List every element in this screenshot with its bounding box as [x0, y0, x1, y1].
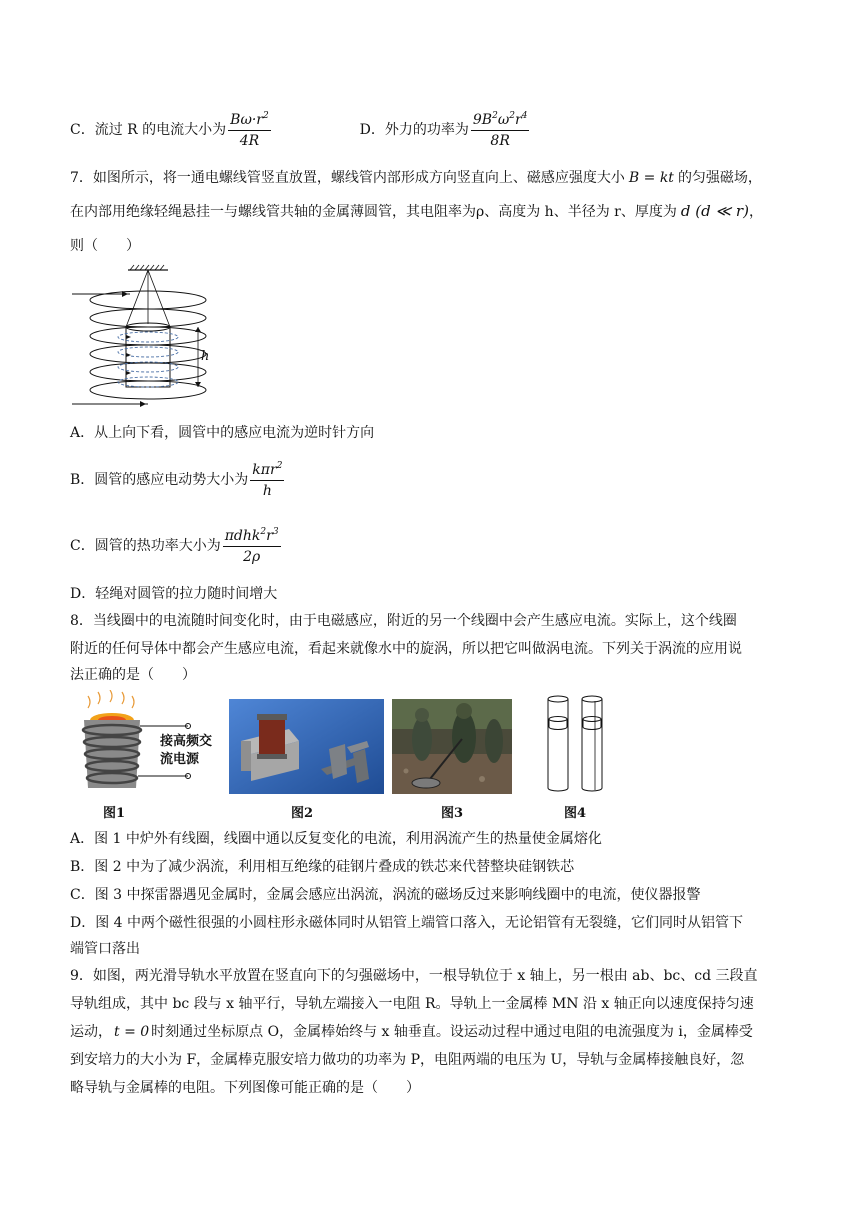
- q7-c-num-sup1: 2: [260, 526, 267, 537]
- q7-line1-a: 7．如图所示，将一通电螺线管竖直放置，螺线管内部形成方向竖直向上、磁感应强度大小: [70, 170, 625, 186]
- q8-figure-3-mine-detector: [392, 699, 512, 794]
- q8-fig1-label-b: 流电源: [160, 752, 200, 767]
- q8-caption-3: 图3: [440, 806, 464, 821]
- q9-line3-math: t = 0: [114, 1024, 150, 1040]
- q7-c-den: 2ρ: [243, 548, 261, 565]
- q8-option-b: B．图 2 中为了减少涡流，利用相互绝缘的硅钢片叠成的铁芯来代替整块硅钢铁芯: [70, 859, 575, 875]
- q9-line3-a: 运动，: [70, 1024, 112, 1040]
- q6-c-num-sup: 2: [263, 110, 269, 121]
- q7-option-a: A．从上向下看，圆管中的感应电流为逆时针方向: [70, 425, 375, 441]
- q7-stem-line-2: [70, 200, 792, 223]
- q7-c-text: C．圆管的热功率大小为: [70, 538, 221, 554]
- q7-option-c: [70, 524, 792, 568]
- q7-option-b-fraction: [250, 461, 284, 500]
- q8-stem-line-2: 附近的任何导体中都会产生感应电流，看起来就像水中的旋涡，所以把它叫做涡电流。下列关于涡流的应用说: [70, 641, 742, 657]
- q7-option-d: D．轻绳对圆管的拉力随时间增大: [70, 586, 278, 602]
- q9-stem-line-3: [70, 1021, 792, 1043]
- q6-d-denominator: 8R: [490, 132, 510, 149]
- q9-stem-line-2: 导轨组成，其中 bc 段与 x 轴平行，导轨左端接入一电阻 R。导轨上一金属棒 MN 沿 x 轴正向以速度保持匀速: [70, 996, 754, 1012]
- q7-line2-a: 在内部用绝缘轻绳悬挂一与螺线管共轴的金属薄圆管，其电阻率为ρ、高度为 h、半径为 r、厚度为: [70, 204, 677, 220]
- q7-b-num: kπr: [252, 461, 277, 478]
- q8-caption-2: 图2: [290, 806, 314, 821]
- q7-b-den: h: [262, 482, 272, 499]
- q7-stem-line-3: 则（ ）: [70, 238, 140, 254]
- q6-option-c-fraction: [228, 111, 271, 150]
- q7-figure-h-label: h: [201, 349, 210, 364]
- q8-caption-1: 图1: [102, 806, 126, 821]
- q7-c-num-b: r: [266, 527, 273, 544]
- q6-option-c-text: C．流过 R 的电流大小为: [70, 122, 227, 138]
- q8-stem-line-3: 法正确的是（ ）: [70, 667, 196, 683]
- q7-line2-b: ，: [748, 204, 763, 220]
- q6-option-d-text: D．外力的功率为: [359, 122, 469, 138]
- q8-option-a: A．图 1 中炉外有线圈，线圈中通以反复变化的电流，利用涡流产生的热量使金属熔化: [70, 831, 602, 847]
- q8-figure-1-label: [160, 733, 212, 769]
- q6-d-num-b: ω: [497, 111, 510, 128]
- q7-line1-math: B = kt: [628, 170, 674, 186]
- q8-fig1-label-a: 接高频交: [160, 734, 213, 749]
- q6-option-c-d-row: [70, 108, 792, 152]
- q7-option-b: [70, 458, 792, 502]
- q7-line1-b: 的匀强磁场，: [677, 170, 762, 186]
- q8-figure-2-transformer: [229, 699, 384, 794]
- q7-stem-line-1: [70, 167, 792, 189]
- q6-d-num-sup2: 2: [509, 110, 515, 121]
- q6-option-d-fraction: [471, 111, 530, 150]
- q9-stem-line-1: 9．如图，两光滑导轨水平放置在竖直向下的匀强磁场中，一根导轨位于 x 轴上，另一根由 ab、bc、cd 三段直: [70, 968, 758, 984]
- q6-c-numerator: Bω·r: [230, 111, 264, 128]
- q7-option-c-fraction: [223, 527, 281, 566]
- q8-stem-line-1: 8．当线圈中的电流随时间变化时，由于电磁感应，附近的另一个线圈中会产生感应电流。实际上，这个线圈: [70, 613, 737, 629]
- q8-figure-4-aluminum-tubes: [540, 692, 610, 797]
- q7-b-text: B．圆管的感应电动势大小为: [70, 472, 249, 488]
- q7-c-num: πdhk: [224, 527, 261, 544]
- q6-d-num-sup3: 4: [521, 110, 528, 121]
- q9-stem-line-4: 到安培力的大小为 F，金属棒克服安培力做功的功率为 P，电阻两端的电压为 U，导轨与金属棒接触良好，忽: [70, 1052, 745, 1068]
- q7-solenoid-figure: [70, 262, 220, 412]
- q8-option-d-line-2: 端管口落出: [70, 941, 140, 957]
- q9-line3-b: 时刻通过坐标原点 O，金属棒始终与 x 轴垂直。设运动过程中通过电阻的电流强度为 i，金属棒受: [151, 1024, 753, 1040]
- q8-option-d-line-1: D．图 4 中两个磁性很强的小圆柱形永磁体同时从铝管上端管口落入，无论铝管有无裂缝，它们同时从铝管下: [70, 915, 744, 931]
- q7-line2-math: d (d ≪ r): [680, 202, 749, 220]
- q6-c-denominator: 4R: [239, 132, 260, 149]
- q8-option-c: C．图 3 中探雷器遇见金属时，金属会感应出涡流，涡流的磁场反过来影响线圈中的电流，使仪器报警: [70, 887, 701, 903]
- q6-d-num-sup1: 2: [492, 110, 498, 121]
- q8-caption-4: 图4: [563, 806, 587, 821]
- q7-b-num-sup: 2: [276, 460, 283, 471]
- q6-d-num-a: 9B: [472, 111, 493, 128]
- q6-d-num-c: r: [514, 111, 522, 128]
- q9-stem-line-5: 略导轨与金属棒的电阻。下列图像可能正确的是（ ）: [70, 1080, 420, 1096]
- q7-c-num-sup2: 3: [272, 526, 279, 537]
